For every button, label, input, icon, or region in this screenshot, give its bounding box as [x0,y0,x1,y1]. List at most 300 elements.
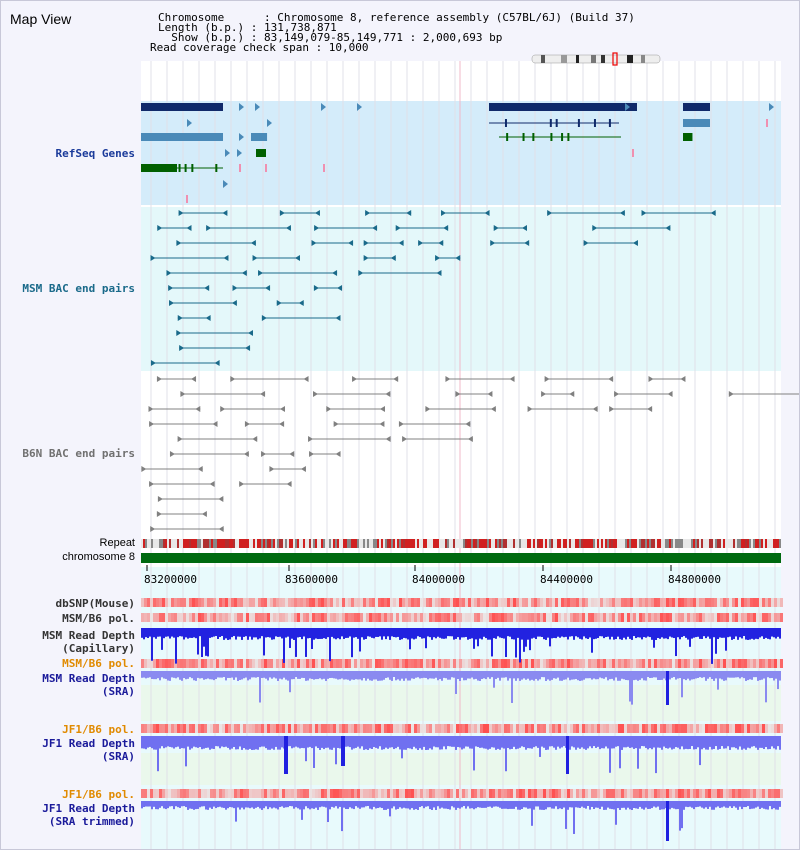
msm-b6-pol-sra-heat [204,659,207,668]
dbsnp-heat [750,598,753,607]
msm-depth-cap-bar [323,628,325,638]
jf1-depth-sra-bar [369,736,371,748]
dbsnp-heat [396,598,399,607]
jf1-b6-pol-trim-heat [588,789,591,798]
jf1-b6-pol-heat [426,724,429,733]
jf1-depth-trim-bar [329,801,331,809]
jf1-depth-trim-bar [529,801,531,808]
jf1-depth-trim-bar [629,801,631,809]
jf1-depth-sra-bar [281,736,283,747]
msm-b6-pol-sra-heat [612,659,615,668]
msm-depth-sra-bar [571,671,573,680]
jf1-depth-sra-bar [549,736,551,746]
msm-b6-pol-heat [249,613,252,622]
jf1-b6-pol-heat [777,724,780,733]
jf1-b6-pol-heat [609,724,612,733]
jf1-depth-trim-bar [537,801,539,806]
msm-b6-pol-sra-heat [693,659,696,668]
jf1-depth-sra-bar [217,736,219,746]
msm-depth-cap-bar [441,628,443,639]
jf1-b6-pol-heat [564,724,567,733]
jf1-depth-sra-bar [767,736,769,749]
jf1-depth-sra-bar [633,736,635,749]
msm-b6-pol-sra-heat [435,659,438,668]
repeat-block [323,539,325,548]
jf1-b6-pol-trim-heat [363,789,366,798]
jf1-depth-trim-bar [489,801,491,807]
jf1-depth-trim-bar [561,801,563,809]
msm-b6-pol-sra-label[interactable]: MSM/B6 pol. [62,657,135,670]
msm-b6-pol-heat [528,613,531,622]
jf1-depth-trim-bar [477,801,479,807]
jf1-read-depth-sra-label[interactable]: JF1 Read Depth (SRA) [42,737,135,763]
jf1-depth-sra-bar [751,736,753,747]
jf1-depth-sra-bar [607,736,609,748]
jf1-b6-pol-heat [210,724,213,733]
jf1-b6-pol-heat [273,724,276,733]
msm-b6-pol-sra-heat [579,659,582,668]
msm-read-depth-sra-label[interactable]: MSM Read Depth (SRA) [42,672,135,698]
jf1-depth-sra-bar [167,736,169,746]
jf1-depth-trim-bar [583,801,585,808]
jf1-depth-trim-bar [589,801,591,810]
repeat-block [389,539,391,548]
gene-exon [257,133,259,141]
jf1-b6-pol-heat [516,724,519,733]
msm-b6-pol-heat [186,613,189,622]
msm-depth-sra-bar [435,671,437,678]
jf1-depth-trim-bar [423,801,425,808]
msm-b6-pol-track-label[interactable]: MSM/B6 pol. [62,612,135,625]
jf1-depth-trim-bar [239,801,241,810]
msm-depth-cap-bar [669,628,671,637]
jf1-depth-trim-bar [519,801,521,810]
repeat-block [715,539,717,548]
refseq-track-label[interactable]: RefSeq Genes [55,147,135,160]
msm-depth-sra-bar [777,671,779,689]
jf1-depth-sra-bar [559,736,561,748]
gene-exon [683,133,685,141]
jf1-depth-trim-bar [647,801,649,809]
jf1-depth-sra-bar [643,736,645,746]
msm-b6-pol-sra-heat [393,659,396,668]
jf1-b6-pol-heat [504,724,507,733]
msm-b6-pol-heat [636,613,639,622]
msm-b6-pol-heat [690,613,693,622]
jf1-depth-trim-bar [557,801,559,809]
msm-depth-cap-bar [705,628,707,638]
gene-exon [255,133,257,141]
jf1-b6-pol-trim-heat [579,789,582,798]
msm-b6-pol-sra-heat [702,659,705,668]
msm-depth-sra-bar [357,671,359,680]
jf1-depth-trim-bar [727,801,729,808]
dbsnp-heat [531,598,534,607]
jf1-depth-sra-bar [741,736,743,750]
repeat-block [529,539,531,548]
msm-depth-sra-bar [683,671,685,679]
msm-b6-pol-sra-heat [360,659,363,668]
jf1-depth-sra-bar [429,736,431,748]
jf1-b6-pol-trim-heat [678,789,681,798]
msm-depth-cap-bar [473,628,475,649]
jf1-depth-sra-bar [415,736,417,748]
jf1-b6-pol-heat [186,724,189,733]
jf1-b6-pol-trim-heat [654,789,657,798]
msm-depth-sra-bar [295,671,297,677]
gene-exon [693,103,695,111]
msm-depth-sra-bar [759,671,761,680]
jf1-depth-sra-bar [697,736,699,747]
msm-b6-pol-sra-heat [777,659,780,668]
msm-b6-pol-heat [267,613,270,622]
msm-depth-sra-bar [225,671,227,680]
jf1-depth-sra-bar [531,736,533,749]
msm-b6-pol-heat [294,613,297,622]
msm-depth-cap-bar [201,628,203,657]
msm-depth-sra-bar [479,671,481,681]
jf1-b6-pol-trim-heat [594,789,597,798]
jf1-b6-pol-trim-heat [606,789,609,798]
msm-b6-pol-heat [591,613,594,622]
jf1-b6-pol-heat [657,724,660,733]
jf1-b6-pol-heat [690,724,693,733]
dbsnp-heat [561,598,564,607]
msm-b6-pol-sra-heat [570,659,573,668]
repeat-block [195,539,197,548]
jf1-depth-sra-bar [377,736,379,749]
msm-depth-cap-bar [567,628,569,639]
msm-depth-cap-bar [629,628,631,639]
msm-depth-sra-bar [461,671,463,678]
msm-depth-cap-bar [667,628,669,639]
msm-depth-cap-bar [321,628,323,639]
jf1-depth-trim-bar [311,801,313,808]
msm-b6-pol-heat [501,613,504,622]
jf1-depth-trim-bar [737,801,739,810]
gene-exon [569,103,571,111]
msm-depth-cap-bar [709,628,711,639]
msm-b6-pol-heat [330,613,333,622]
jf1-depth-sra-bar [363,736,365,750]
repeat-block [355,539,357,548]
repeat-block [257,539,259,548]
msm-read-depth-capillary-label[interactable]: MSM Read Depth (Capillary) [42,629,135,655]
msm-depth-cap-bar [241,628,243,640]
jf1-b6-pol-heat [147,724,150,733]
repeat-block [433,539,435,548]
axis-tick-label: 83600000 [285,573,338,586]
jf1-b6-pol-trimmed-label[interactable]: JF1/B6 pol. [62,788,135,801]
jf1-depth-sra-bar [605,736,607,746]
repeat-block [183,539,185,548]
dbsnp-heat [411,598,414,607]
jf1-b6-pol-label[interactable]: JF1/B6 pol. [62,723,135,736]
msm-depth-cap-bar [537,628,539,637]
repeat-block [701,539,703,548]
msm-depth-cap-bar [635,628,637,638]
jf1-depth-trim-bar [643,801,645,810]
msm-b6-pol-heat [375,613,378,622]
dbsnp-heat [486,598,489,607]
msm-depth-cap-bar [315,628,317,639]
msm-b6-pol-heat [483,613,486,622]
jf1-depth-trim-bar [569,801,571,807]
msm-b6-pol-heat [393,613,396,622]
jf1-depth-sra-bar [215,736,217,746]
jf1-b6-pol-trim-heat [195,789,198,798]
msm-depth-sra-bar [283,671,285,678]
jf1-b6-pol-heat [747,724,750,733]
jf1-b6-pol-trim-heat [438,789,441,798]
msm-b6-pol-sra-heat [474,659,477,668]
jf1-b6-pol-trim-heat [627,789,630,798]
msm-b6-pol-heat [189,613,192,622]
repeat-block [197,539,199,548]
jf1-b6-pol-trim-heat [312,789,315,798]
jf1-depth-sra-bar [425,736,427,750]
msm-depth-cap-bar [265,628,267,637]
repeat-block [631,539,633,548]
msm-depth-sra-bar [369,671,371,680]
msm-depth-sra-bar [625,671,627,680]
jf1-depth-trim-bar [381,801,383,808]
msm-b6-pol-heat [477,613,480,622]
msm-depth-cap-bar [155,628,157,639]
jf1-depth-sra-bar [305,736,307,761]
msm-b6-pol-sra-heat [465,659,468,668]
jf1-depth-sra-bar [665,736,667,748]
msm-depth-sra-bar [325,671,327,681]
dbsnp-heat [525,598,528,607]
jf1-b6-pol-trim-heat [300,789,303,798]
jf1-b6-pol-heat [336,724,339,733]
jf1-b6-pol-trim-heat [669,789,672,798]
msm-b6-pol-heat [582,613,585,622]
msm-b6-pol-heat [735,613,738,622]
msm-depth-cap-bar [465,628,467,637]
jf1-trim-spike [666,801,669,841]
msm-depth-sra-bar [473,671,475,679]
repeat-block [477,539,479,548]
jf1-b6-pol-heat [720,724,723,733]
jf1-depth-trim-bar [353,801,355,809]
jf1-b6-pol-trim-heat [480,789,483,798]
jf1-b6-pol-trim-heat [687,789,690,798]
dbsnp-heat [159,598,162,607]
msm-depth-sra-bar [447,671,449,680]
gene-exon [166,164,168,172]
jf1-depth-sra-bar [557,736,559,747]
repeat-block [733,539,735,548]
jf1-depth-sra-bar [573,736,575,747]
repeat-block [447,539,449,548]
jf1-read-depth-trimmed-label[interactable]: JF1 Read Depth (SRA trimmed) [42,802,135,828]
msm-depth-cap-bar [605,628,607,637]
jf1-b6-pol-heat [741,724,744,733]
dbsnp-heat [684,598,687,607]
msm-depth-sra-bar [227,671,229,678]
msm-b6-pol-sra-heat [318,659,321,668]
jf1-b6-pol-trim-heat [219,789,222,798]
jf1-depth-sra-bar [621,736,623,750]
jf1-depth-sra-bar [481,736,483,748]
jf1-depth-trim-bar [151,801,153,809]
msm-depth-sra-bar [727,671,729,678]
jf1-b6-pol-heat [642,724,645,733]
msm-depth-cap-bar [217,628,219,639]
msm-b6-pol-heat [672,613,675,622]
msm-depth-cap-bar [651,628,653,640]
jf1-depth-sra-bar [181,736,183,748]
msm-b6-pol-heat [669,613,672,622]
jf1-depth-sra-bar [375,736,377,748]
jf1-b6-pol-trim-heat [366,789,369,798]
msm-depth-sra-bar [219,671,221,678]
gene-exon [550,133,552,141]
jf1-depth-sra-bar [693,736,695,749]
jf1-b6-pol-heat [165,724,168,733]
dbsnp-heat [507,598,510,607]
msm-b6-pol-heat [609,613,612,622]
repeat-block [261,539,263,548]
dbsnp-heat [666,598,669,607]
msm-b6-pol-heat [306,613,309,622]
msm-b6-pol-sra-heat [261,659,264,668]
jf1-depth-trim-bar [161,801,163,806]
msm-depth-sra-bar [267,671,269,680]
msm-b6-pol-sra-heat [756,659,759,668]
jf1-depth-trim-bar [517,801,519,810]
msm-depth-cap-bar [449,628,451,636]
jf1-depth-trim-bar [551,801,553,809]
msm-depth-cap-bar [767,628,769,639]
jf1-b6-pol-trim-heat [645,789,648,798]
repeat-block [333,539,335,548]
dbsnp-heat [540,598,543,607]
msm-depth-sra-bar [567,671,569,678]
msm-depth-sra-bar [169,671,171,681]
msm-depth-sra-bar [199,671,201,678]
jf1-depth-trim-bar [191,801,193,809]
msm-b6-pol-heat [321,613,324,622]
msm-b6-pol-sra-heat [489,659,492,668]
jf1-b6-pol-trim-heat [315,789,318,798]
jf1-depth-trim-bar [767,801,769,810]
msm-depth-sra-bar [597,671,599,679]
msm-depth-sra-bar [307,671,309,680]
dbsnp-heat [597,598,600,607]
jf1-depth-trim-bar [649,801,651,809]
msm-depth-sra-bar [511,671,513,703]
jf1-depth-sra-bar [647,736,649,749]
jf1-depth-trim-bar [291,801,293,806]
msm-depth-cap-bar [211,628,213,637]
dbsnp-heat [594,598,597,607]
jf1-depth-trim-bar [485,801,487,808]
msm-depth-cap-bar [225,628,227,638]
dbsnp-heat [615,598,618,607]
repeat-block [671,539,673,548]
dbsnp-heat [141,598,144,607]
msm-depth-cap-bar [447,628,449,636]
jf1-b6-pol-heat [246,724,249,733]
jf1-b6-pol-trim-heat [285,789,288,798]
msm-depth-sra-bar [209,671,211,679]
refseq-marker [632,149,634,157]
jf1-depth-sra-bar [319,736,321,750]
msm-depth-sra-bar [397,671,399,679]
dbsnp-heat [606,598,609,607]
msm-b6-pol-sra-heat [471,659,474,668]
msm-depth-sra-bar [471,671,473,678]
jf1-b6-pol-heat [402,724,405,733]
jf1-depth-sra-bar [459,736,461,747]
msm-b6-pol-sra-heat [630,659,633,668]
b6n-bac-track-label[interactable]: B6N BAC end pairs [22,447,135,460]
msm-depth-sra-bar [595,671,597,679]
jf1-b6-pol-heat [279,724,282,733]
repeat-block [693,539,695,548]
jf1-depth-trim-bar [377,801,379,808]
jf1-depth-trim-bar [661,801,663,809]
msm-b6-pol-sra-heat [351,659,354,668]
msm-b6-pol-heat [435,613,438,622]
jf1-depth-sra-bar [335,736,337,764]
jf1-b6-pol-trim-heat [258,789,261,798]
jf1-b6-pol-heat [258,724,261,733]
chromosome-info: Chromosome : Chromosome 8, reference assembly (C57BL/6J) (Build 37) [158,11,635,24]
jf1-depth-sra-bar [583,736,585,749]
gene-exon [688,133,690,141]
jf1-depth-sra-bar [563,736,565,746]
gene-exon [262,133,264,141]
jf1-b6-pol-trim-heat [387,789,390,798]
msm-b6-pol-sra-heat [723,659,726,668]
msm-b6-pol-sra-heat [762,659,765,668]
msm-b6-pol-sra-heat [402,659,405,668]
jf1-depth-sra-bar [773,736,775,748]
jf1-depth-sra-bar [681,736,683,746]
dbsnp-heat [423,598,426,607]
jf1-b6-pol-trim-heat [468,789,471,798]
msm-b6-pol-heat [318,613,321,622]
jf1-b6-pol-trim-heat [165,789,168,798]
msm-b6-pol-sra-heat [381,659,384,668]
msm-depth-cap-bar [313,628,315,640]
dbsnp-heat [639,598,642,607]
jf1-b6-pol-heat [501,724,504,733]
jf1-depth-sra-bar [145,736,147,749]
repeat-block [231,539,233,548]
jf1-depth-sra-bar [715,736,717,746]
msm-depth-sra-bar [321,671,323,679]
jf1-depth-trim-bar [471,801,473,808]
msm-depth-sra-bar [409,671,411,680]
jf1-depth-trim-bar [449,801,451,810]
msm-bac-track-label[interactable]: MSM BAC end pairs [22,282,135,295]
msm-depth-sra-bar [549,671,551,681]
jf1-b6-pol-heat [171,724,174,733]
jf1-depth-trim-bar [153,801,155,807]
msm-b6-pol-heat [651,613,654,622]
msm-depth-sra-bar [457,671,459,679]
jf1-b6-pol-trim-heat [261,789,264,798]
msm-b6-pol-sra-heat [312,659,315,668]
dbsnp-track-label[interactable]: dbSNP(Mouse) [55,597,135,610]
msm-depth-sra-bar [371,671,373,681]
dbsnp-heat [603,598,606,607]
